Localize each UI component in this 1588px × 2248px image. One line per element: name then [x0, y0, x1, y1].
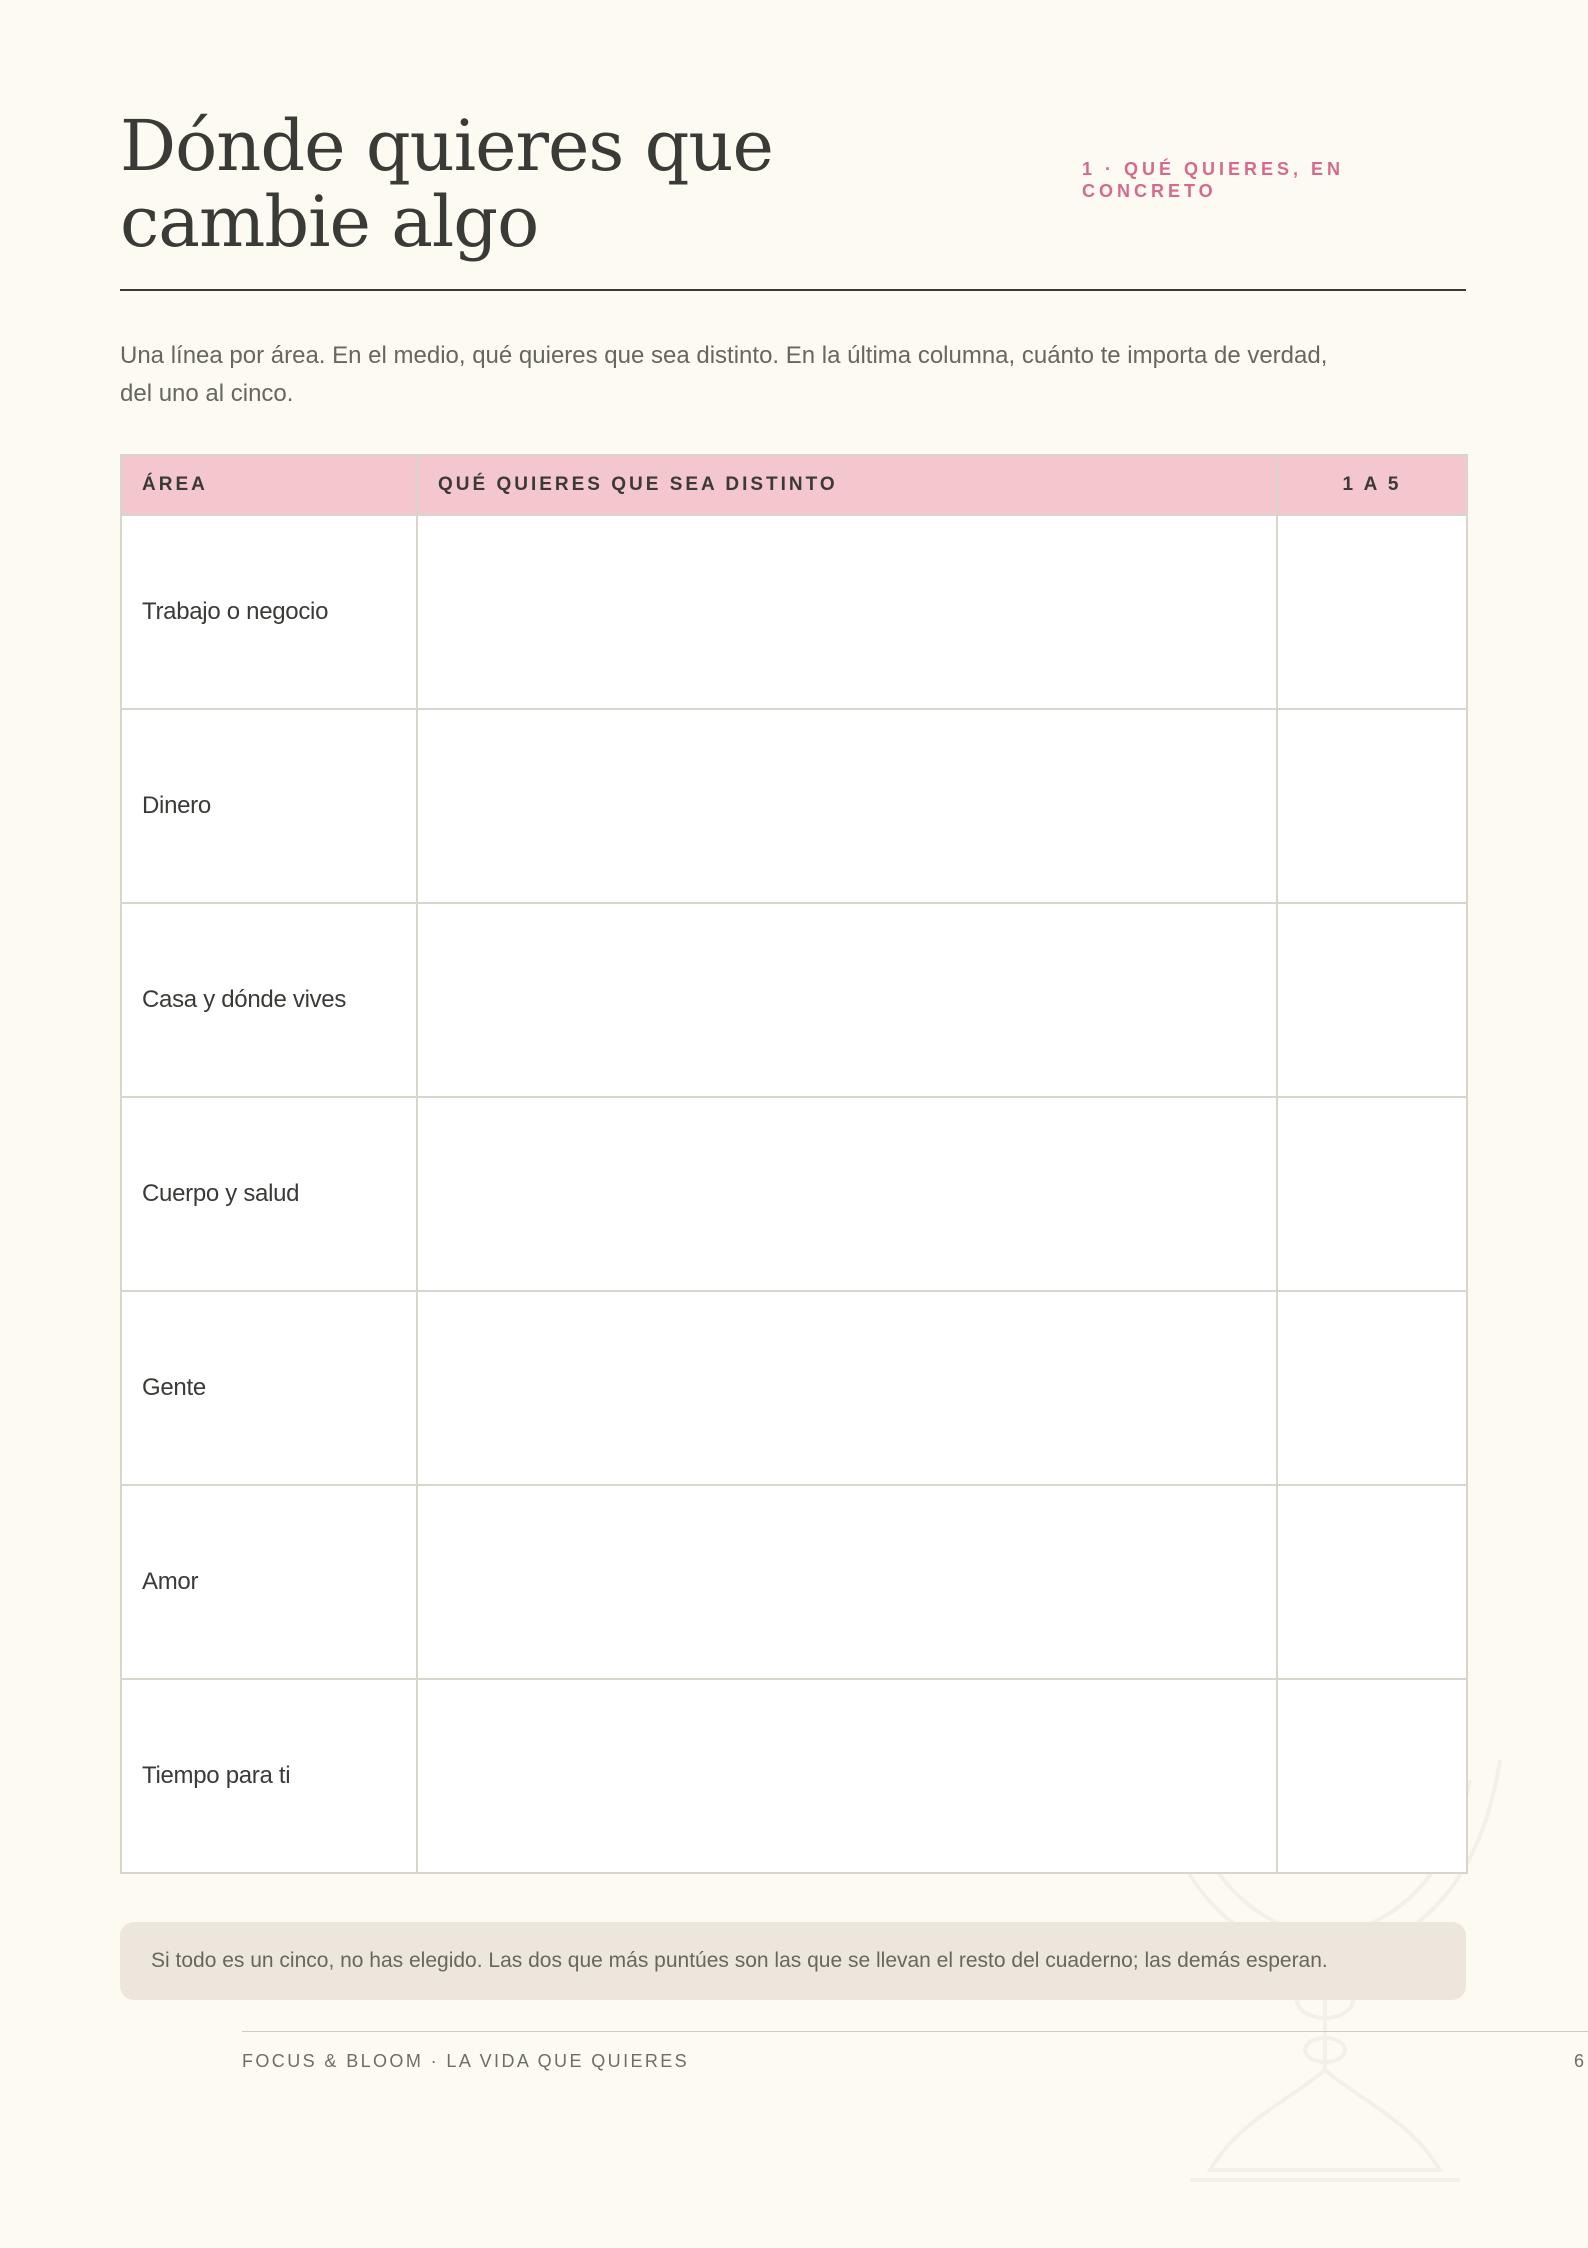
column-header-change: QUÉ QUIERES QUE SEA DISTINTO: [417, 455, 1277, 515]
footer-divider: [242, 2031, 1588, 2032]
score-entry-cell[interactable]: [1277, 1097, 1467, 1291]
table-header-row: [121, 455, 1467, 515]
area-cell: Dinero: [121, 709, 417, 903]
page-number: 6: [1574, 2051, 1585, 2071]
table-row: [121, 709, 1467, 903]
change-entry-cell[interactable]: [417, 1679, 1277, 1873]
table-row: [121, 1679, 1467, 1873]
change-entry-cell[interactable]: [417, 1485, 1277, 1679]
change-entry-cell[interactable]: [417, 1097, 1277, 1291]
tip-note: Si todo es un cinco, no has elegido. Las dos que más puntúes son las que se llevan el resto del cuaderno; las demás esperan.: [120, 1922, 1466, 2000]
score-entry-cell[interactable]: [1277, 1291, 1467, 1485]
score-entry-cell[interactable]: [1277, 903, 1467, 1097]
areas-table: [120, 454, 1468, 1874]
table-row: [121, 515, 1467, 709]
table-row: [121, 1291, 1467, 1485]
title-divider: [120, 289, 1466, 291]
score-entry-cell[interactable]: [1277, 1485, 1467, 1679]
section-label: 1 · QUÉ QUIERES, EN CONCRETO: [1082, 159, 1345, 201]
area-cell: Casa y dónde vives: [121, 903, 417, 1097]
page-title: Dónde quieres que cambie algo: [120, 105, 773, 263]
change-entry-cell[interactable]: [417, 1291, 1277, 1485]
footer-title: FOCUS & BLOOM · LA VIDA QUE QUIERES: [242, 2051, 690, 2071]
area-cell: Gente: [121, 1291, 417, 1485]
area-cell: Amor: [121, 1485, 417, 1679]
area-cell: Tiempo para ti: [121, 1679, 417, 1873]
score-entry-cell[interactable]: [1277, 1679, 1467, 1873]
score-entry-cell[interactable]: [1277, 515, 1467, 709]
change-entry-cell[interactable]: [417, 515, 1277, 709]
change-entry-cell[interactable]: [417, 709, 1277, 903]
area-cell: Trabajo o negocio: [121, 515, 417, 709]
table-row: [121, 1485, 1467, 1679]
table-row: [121, 903, 1467, 1097]
area-cell: Cuerpo y salud: [121, 1097, 417, 1291]
column-header-area: ÁREA: [121, 455, 417, 515]
change-entry-cell[interactable]: [417, 903, 1277, 1097]
intro-paragraph: Una línea por área. En el medio, qué quieres que sea distinto. En la última columna, cuánto te importa de verdad, del uno al cinco.: [120, 342, 1328, 407]
score-entry-cell[interactable]: [1277, 709, 1467, 903]
table-row: [121, 1097, 1467, 1291]
column-header-score: 1 A 5: [1277, 455, 1467, 515]
